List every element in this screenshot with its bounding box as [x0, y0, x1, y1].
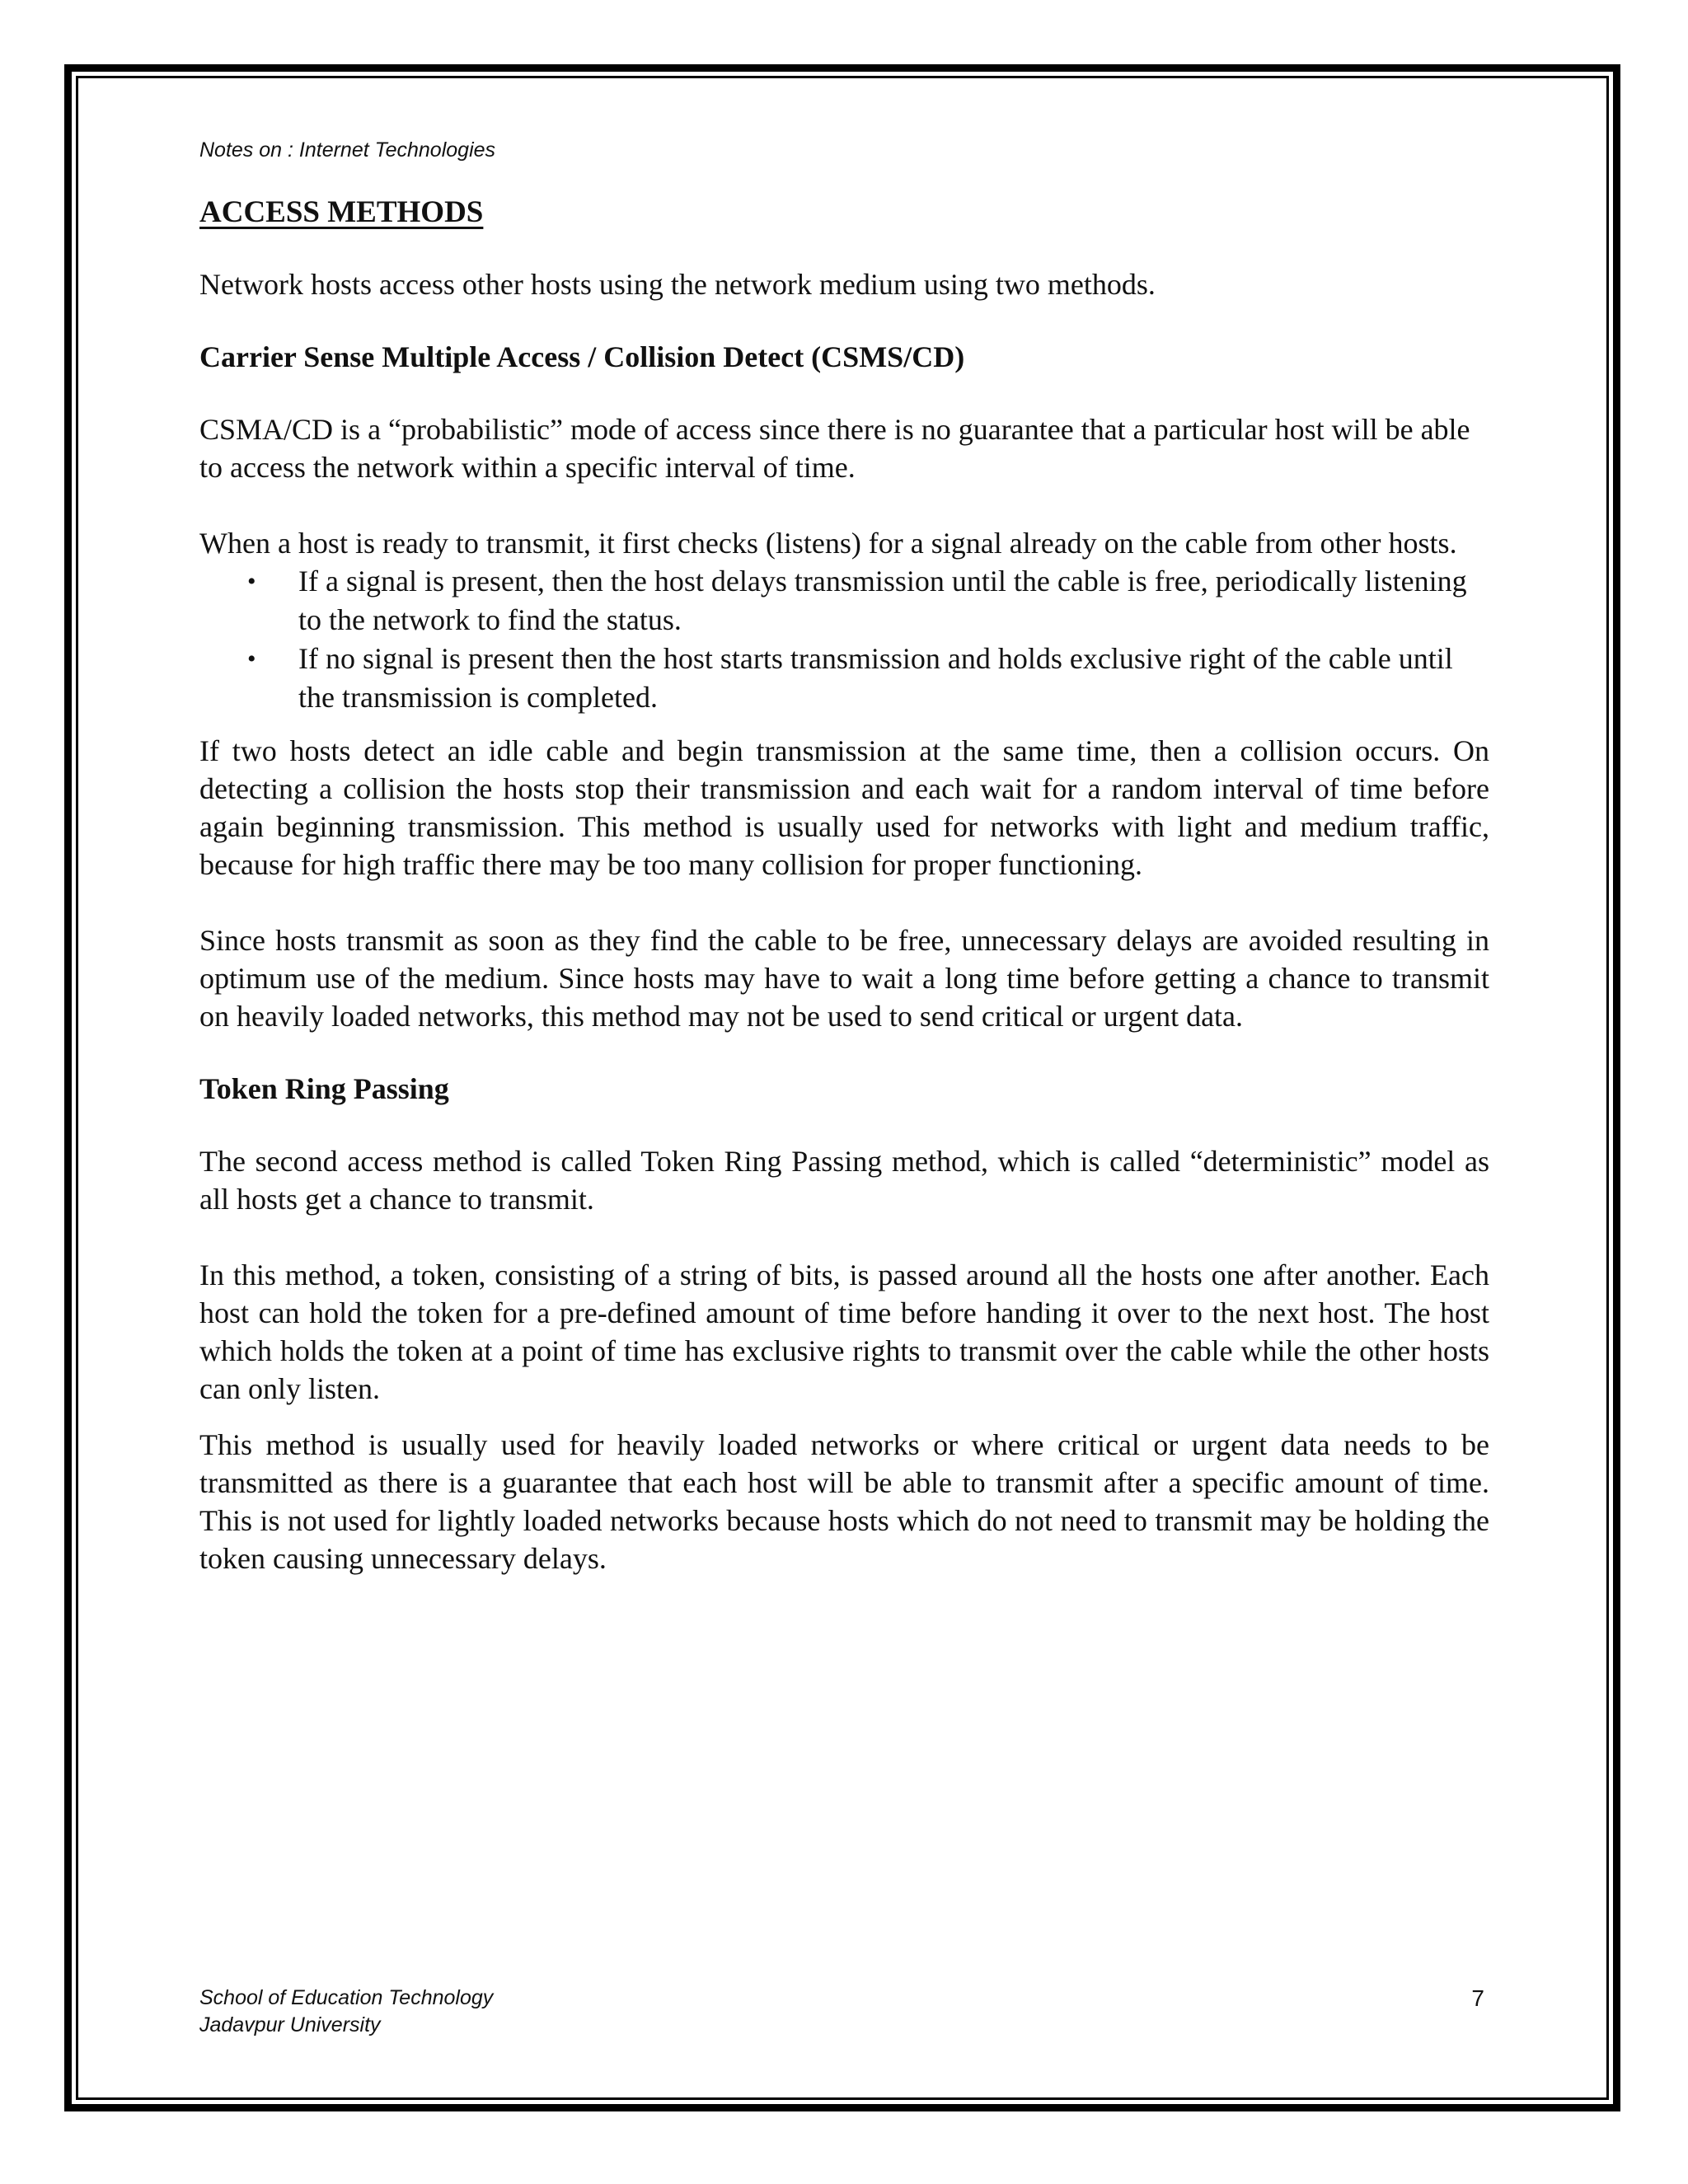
csma-paragraph-2: When a host is ready to transmit, it first checks (listens) for a signal already on the cable from other hosts.: [199, 527, 1457, 560]
csma-paragraph-1: CSMA/CD is a “probabilistic” mode of access since there is no guarantee that a particular host will be able to access the network within a specific interval of time.: [199, 413, 1470, 484]
page-footer: [199, 1985, 1489, 2039]
csma-heading: Carrier Sense Multiple Access / Collision Detect (CSMS/CD): [199, 340, 965, 373]
list-item: [199, 640, 1489, 717]
csma-paragraph-4: Since hosts transmit as soon as they find the cable to be free, unnecessary delays are avoided resulting in optimum use of the medium. Since hosts may have to wait a long time before getting a chance to transmit on heavily loaded networks, this method may not be used to send critical or urgent data.: [199, 924, 1489, 1033]
token-paragraph-3: This method is usually used for heavily loaded networks or where critical or urgent data needs to be transmitted as there is a guarantee that each host will be able to transmit after a specific amount of time. This is not used for lightly loaded networks because hosts which do not need to transmit may be holding the token causing unnecessary delays.: [199, 1428, 1489, 1575]
token-heading: Token Ring Passing: [199, 1072, 449, 1105]
csma-paragraph-3: If two hosts detect an idle cable and begin transmission at the same time, then a collision occurs. On detecting a collision the hosts stop their transmission and each wait for a random interval of time before again beginning transmission. This method is usually used for networks with light and medium traffic, because for high traffic there may be too many collision for proper functioning.: [199, 734, 1489, 881]
bullet-icon: •: [247, 645, 256, 673]
page-content: [199, 132, 1489, 1577]
intro-paragraph: Network hosts access other hosts using the network medium using two methods.: [199, 268, 1156, 301]
list-item: [199, 562, 1489, 640]
footer-university: Jadavpur University: [199, 2013, 381, 2036]
csma-bullet-list: [199, 562, 1489, 717]
page-number: 7: [1471, 1985, 1484, 2011]
section-title: ACCESS METHODS: [199, 195, 484, 229]
bullet-text: If a signal is present, then the host delays transmission until the cable is free, periodically listening to the network to find the status.: [298, 565, 1467, 636]
bullet-icon: •: [247, 568, 256, 595]
token-paragraph-2: In this method, a token, consisting of a string of bits, is passed around all the hosts one after another. Each host can hold the token for a pre-defined amount of time before handing it over to the next host. The host which holds the token at a point of time has exclusive rights to transmit over the cable while the other hosts can only listen.: [199, 1258, 1489, 1405]
bullet-text: If no signal is present then the host starts transmission and holds exclusive right of the cable until the transmission is completed.: [298, 642, 1453, 714]
running-header: Notes on : Internet Technologies: [199, 138, 496, 162]
token-paragraph-1: The second access method is called Token Ring Passing method, which is called “deterministic” model as all hosts get a chance to transmit.: [199, 1145, 1489, 1216]
footer-institution: School of Education Technology: [199, 1986, 494, 2009]
